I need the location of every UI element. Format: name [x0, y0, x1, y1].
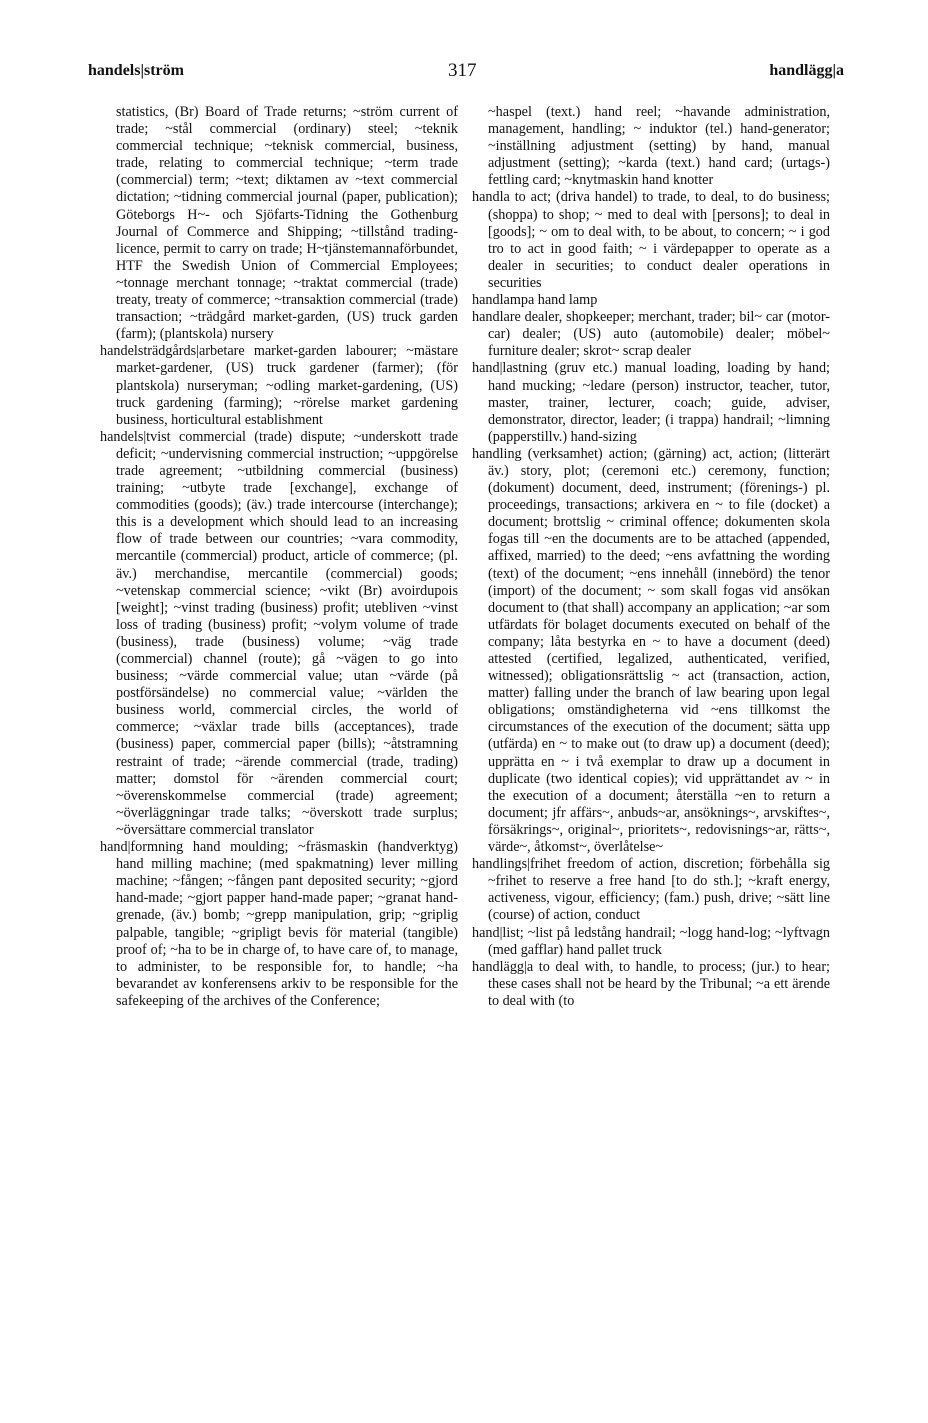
dictionary-entry: handlings|frihet freedom of action, discretion; förbehålla sig ~frihet to reserve a free hand [to do sth.]; ~kraft energy, activeness, vigour, efficiency; (fam.) push, drive; ~sätt line (course) of action, conduct	[472, 856, 830, 924]
dictionary-entry: handels|tvist commercial (trade) dispute; ~underskott trade deficit; ~undervisning commercial instruction; ~uppgörelse trade agreement; ~utbildning commercial (business) training; ~utbyte trade [exchange], exchange of commodities (goods); (äv.) trade intercourse (interchange); this is a development which should lead to an increasing flow of trade between our countries; ~vara commodity, mercantile (commercial) product, article of commerce; (pl. äv.) merchandise, mercantile (commercial) goods; ~vetenskap commercial science; ~vikt (Br) avoirdupois [weight]; ~vinst trading (business) profit; utebliven ~vinst loss of trading (business) profit; ~volym volume of trade (business), trade (business) volume; ~väg trade (commercial) channel (route); gå ~vägen to go into business; ~värde commercial value; utan ~värde (på postförsändelse) no commercial value; ~världen the business world, commercial circles, the world of commerce; ~växlar trade bills (acceptances), trade (business) paper, commercial paper (bills); ~åtstramning restraint of trade; ~ärende commercial (trade, trading) matter; domstol för ~ärenden commercial court; ~överenskommelse commercial (trade) agreement; ~överläggningar trade talks; ~överskott trade surplus; ~översättare commercial translator	[100, 428, 458, 838]
dictionary-entry: handla to act; (driva handel) to trade, to deal, to do business; (shoppa) to shop; ~ med to deal with [persons]; to deal in [goods]; ~ om to deal with, to be about, to concern; ~ i god tro to act in good faith; ~ i värdepapper to operate as a dealer in securities; to conduct dealer operations in securities	[472, 189, 830, 291]
dictionary-entry: handlare dealer, shopkeeper; merchant, trader; bil~ car (motor-car) dealer; (US) auto (automobile) dealer; möbel~ furniture dealer; skrot~ scrap dealer	[472, 309, 830, 360]
dictionary-entry: handlägg|a to deal with, to handle, to process; (jur.) to hear; these cases shall not be heard by the Tribunal; ~a ett ärende to deal with (to	[472, 958, 830, 1009]
dictionary-entry: hand|list; ~list på ledstång handrail; ~logg hand-log; ~lyftvagn (med gafflar) hand pallet truck	[472, 924, 830, 958]
dictionary-entry: handlampa hand lamp	[472, 292, 598, 309]
dictionary-entry: hand|formning hand moulding; ~fräsmaskin (handverktyg) hand milling machine; (med spakmatning) lever milling machine; ~fången; ~fången pant deposited security; ~gjord hand-made; ~gjort papper hand-made paper; ~granat hand-grenade, (äv.) bomb; ~grepp manipulation, grip; ~griplig palpable, tangible; ~gripligt bevis för material (tangible) proof of; ~ha to be in charge of, to have care of, to manage, to administer, to be responsible for, to handle; ~ha bevarandet av konferensens arkiv to be responsible for the safekeeping of the archives of the Conference;	[100, 839, 458, 1009]
right-guideword: handlägg|a	[769, 62, 844, 79]
dictionary-entry: hand|lastning (gruv etc.) manual loading, loading by hand; hand mucking; ~ledare (person) instructor, teacher, tutor, master, trainer, lecturer, coach; guide, adviser, demonstrator, director, leader; (i trappa) handrail; ~limning (papperstillv.) hand-sizing	[472, 360, 830, 445]
left-guideword: handels|ström	[88, 62, 184, 79]
page-number: 317	[448, 60, 477, 81]
dictionary-entry: statistics, (Br) Board of Trade returns; ~ström current of trade; ~stål commercial (ordinary) steel; ~teknik commercial technique; ~teknisk commercial, business, trade, relating to commercial technique; ~term trade (commercial) term; ~text; diktamen av ~text commercial dictation; ~tidning commercial journal (paper, publication); Göteborgs H~- och Sjöfarts-Tidning the Gothenburg Journal of Commerce and Shipping; ~tillstånd trading-licence, permit to carry on trade; H~tjänstemannaförbundet, HTF the Swedish Union of Commercial Employees; ~tonnage merchant tonnage; ~traktat commercial (trade) treaty, treaty of commerce; ~transaktion commercial (trade) transaction; ~trädgård market-garden, (US) truck garden (farm); (plantskola) nursery	[116, 104, 458, 343]
left-column	[100, 104, 458, 1010]
dictionary-entry: handling (verksamhet) action; (gärning) act, action; (litterärt äv.) story, plot; (ceremoni etc.) ceremony, function; (dokument) document, deed, instrument; (förenings-) pl. proceedings, transactions; arkivera en ~ to file (docket) a document; brottslig ~ criminal offence; dokumenten skola fogas till ~en the documents are to be attached (appended, affixed, married) to the deed; ~ens avfattning the wording (text) of the document; ~ens innehåll (innebörd) the tenor (import) of the document; ~ som skall fogas vid ansökan document to (that shall) accompany an application; ~ar som utfärdats för bolaget documents executed on behalf of the company; låta bestyrka en ~ to have a document (deed) attested (certified, legalized, authenticated, verified, witnessed); obligationsrättslig ~ act (transaction, action, matter) falling under the branch of law bearing upon legal obligations; omständigheterna vid ~ens tillkomst the circumstances of the execution of the document; sätta upp (utfärda) en ~ to make out (to draw up) a document (deed); upprätta en ~ i två exemplar to draw up a document in duplicate (two identical copies); vid upprättandet av ~ in the execution of a document; återställa ~en to return a document; jfr affärs~, anbuds~ar, ansöknings~, arvskiftes~, försäkrings~, original~, prioritets~, redovisnings~ar, rätts~, värde~, åtkomst~, överlåtelse~	[472, 445, 830, 856]
dictionary-entry: ~haspel (text.) hand reel; ~havande administration, management, handling; ~ induktor (tel.) hand-generator; ~inställning adjustment (setting) by hand, manual adjustment (setting); ~karda (text.) hand card; (urtags-) fettling card; ~knytmaskin hand knotter	[488, 104, 830, 189]
dictionary-entry: handelsträdgårds|arbetare market-garden labourer; ~mästare market-gardener, (US) truck gardener (farmer); (för plantskola) nurseryman; ~odling market-gardening, (US) truck gardening (farming); ~rörelse market gardening business, horticultural establishment	[100, 343, 458, 428]
right-column	[472, 104, 830, 1010]
